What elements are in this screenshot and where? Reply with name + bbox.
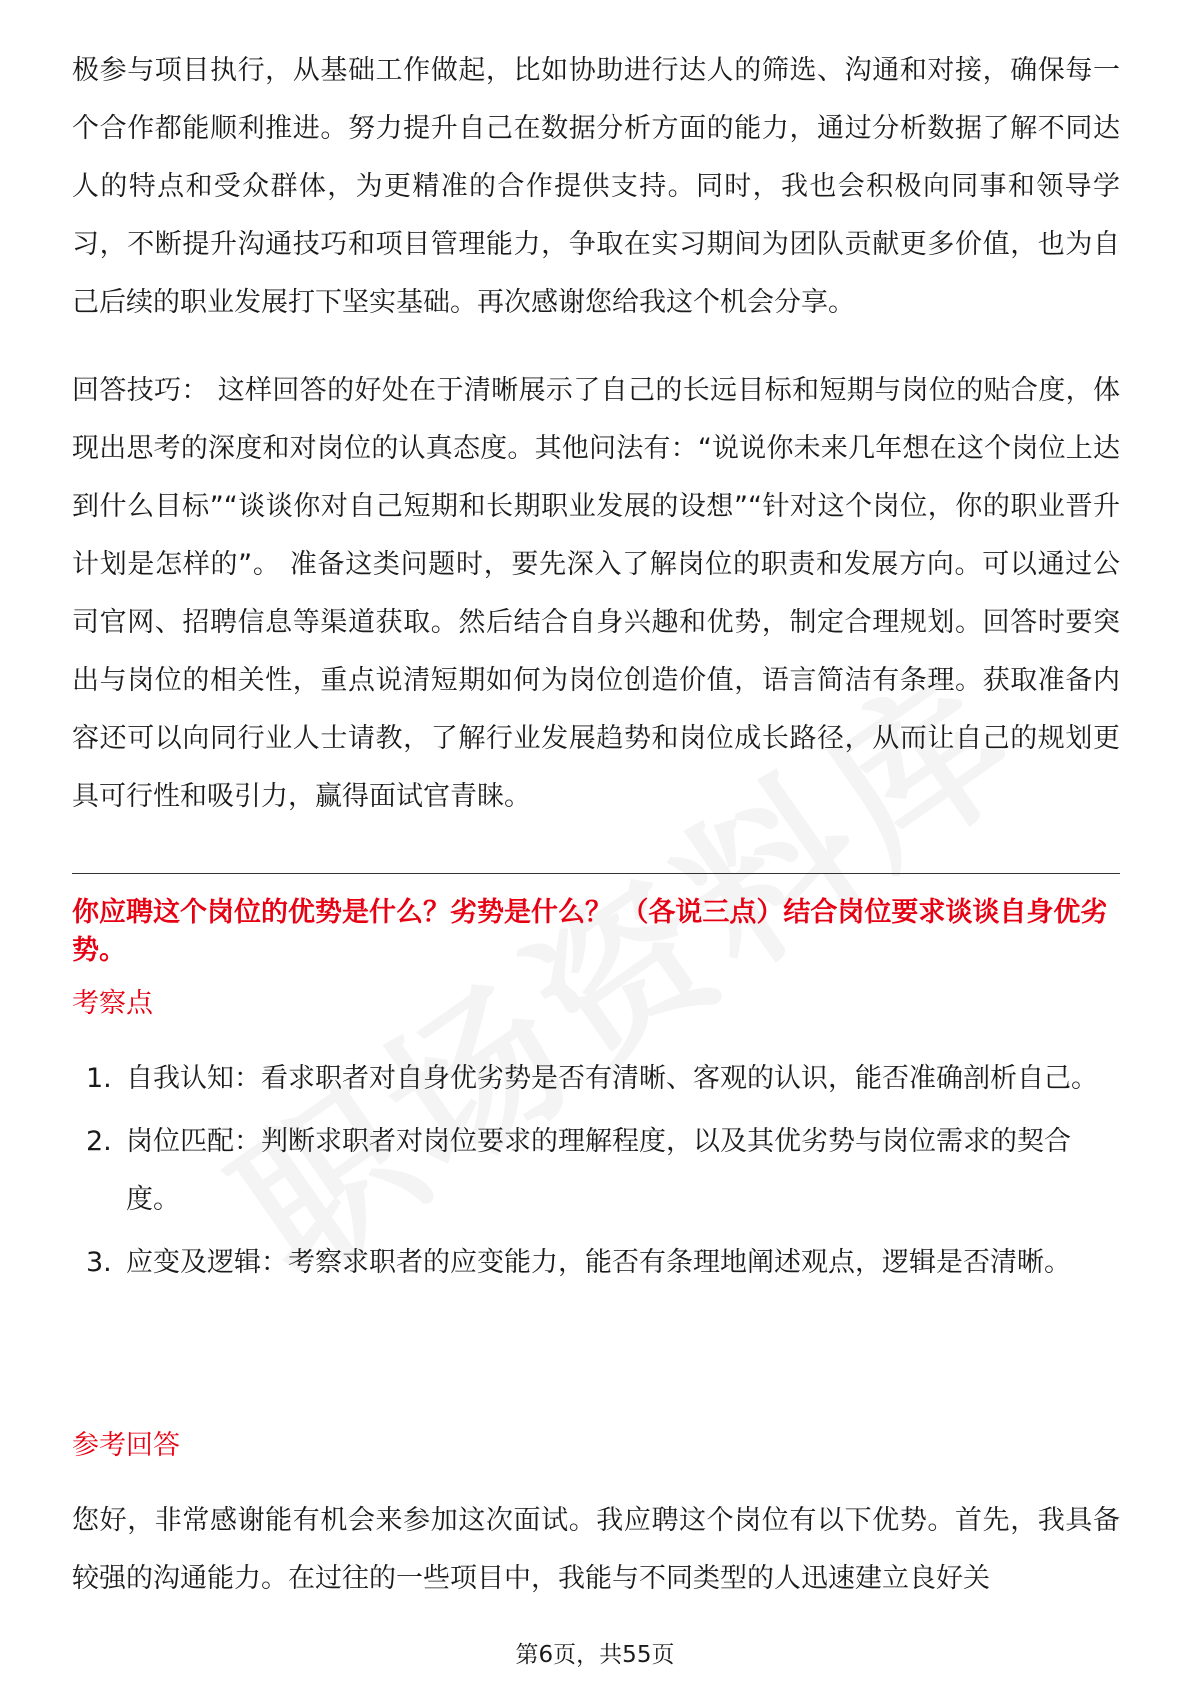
question-heading: 你应聘这个岗位的优势是什么？劣势是什么？ （各说三点）结合岗位要求谈谈自身优劣势。 <box>72 897 1108 966</box>
examine-heading: 考察点 <box>72 988 153 1019</box>
section-divider <box>72 873 1120 874</box>
list-item <box>72 1234 1120 1292</box>
answer-paragraph: 您好，非常感谢能有机会来参加这次面试。我应聘这个岗位有以下优势。首先，我具备较强的沟通能力。在过往的一些项目中，我能与不同类型的人迅速建立良好关 <box>72 1505 1120 1594</box>
tips-paragraph: 回答技巧： 这样回答的好处在于清晰展示了自己的长远目标和短期与岗位的贴合度，体现出思考的深度和对岗位的认真态度。其他问法有：“说说你未来几年想在这个岗位上达到什么目标”“谈谈你对自己短期和长期职业发展的设想”“针对这个岗位，你的职业晋升计划是怎样的”。 准备这类问题时，要先深入了解岗位的职责和发展方向。可以通过公司官网、招聘信息等渠道获取。然后结合自身兴趣和优势，制定合理规划。回答时要突出与岗位的相关性，重点说清短期如何为岗位创造价值，语言简洁有条理。获取准备内容还可以向同行业人士请教，了解行业发展趋势和岗位成长路径，从而让自己的规划更具可行性和吸引力，赢得面试官青睐。 <box>72 375 1120 812</box>
list-item <box>72 1050 1120 1108</box>
intro-paragraph: 极参与项目执行，从基础工作做起，比如协助进行达人的筛选、沟通和对接，确保每一个合作都能顺利推进。努力提升自己在数据分析方面的能力，通过分析数据了解不同达人的特点和受众群体，为更精准的合作提供支持。同时，我也会积极向同事和领导学习，不断提升沟通技巧和项目管理能力，争取在实习期间为团队贡献更多价值，也为自己后续的职业发展打下坚实基础。再次感谢您给我这个机会分享。 <box>72 55 1120 318</box>
list-item-number: 3. <box>86 1247 112 1278</box>
list-item-number: 1. <box>86 1063 112 1094</box>
list-item-number: 2. <box>86 1126 112 1157</box>
answer-heading: 参考回答 <box>72 1430 180 1461</box>
list-item-text: 应变及逻辑：考察求职者的应变能力，能否有条理地阐述观点，逻辑是否清晰。 <box>126 1247 1071 1278</box>
examine-points-list <box>72 1050 1120 1297</box>
page-number-footer: 第6页，共55页 <box>515 1642 675 1668</box>
list-item <box>72 1113 1120 1229</box>
list-item-text: 自我认知：看求职者对自身优劣势是否有清晰、客观的认识，能否准确剖析自己。 <box>126 1063 1098 1094</box>
list-item-text: 岗位匹配：判断求职者对岗位要求的理解程度，以及其优劣势与岗位需求的契合度。 <box>126 1126 1071 1215</box>
